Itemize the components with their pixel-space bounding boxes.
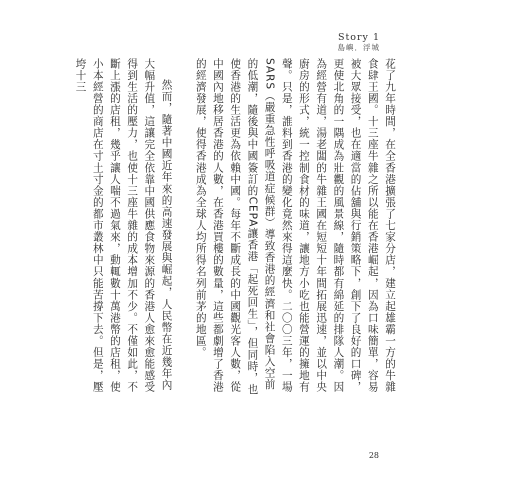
series-title: Story 1 xyxy=(337,32,380,43)
paragraph-1: 花了九年時間，在全香港擴張了七家分店，建立起雄霸一方的牛雜食肆王國。十三座牛雜之所以能在香港崛起，因為口味簡單，容易被大眾接受，也在適當的佔舖與行銷策略下，創下了良好的口碑，更使北角的一隅成為壯觀的風景線，隨時都有綿延的排隊人潮。因為經營有道，湯老闆的牛雜王國在短短十年間拓展迅速，並以中央廚房的形式，統一控制食材的味道，讓地方小吃也能營運的擁地有聲。只是，誰料到香港的變化竟然來得這麼快。二〇〇三年，一場SARS（嚴重急性呼吸道症候群）導致香港的經濟和社會陷入空前的低潮，隨後與中國簽訂的CEPA讓香港「起死回生」，但同時，也使香港的生活更為依賴中國。每年不斷成長的中國觀光客人數，從中國內地移居香港的人數，在香港買樓的數量，這些都劇增了香港的經濟發展，使得香港成為全球人均所得名列前茅的地區。 xyxy=(194,58,396,396)
running-header xyxy=(338,33,381,53)
vertical-body-text xyxy=(74,58,398,398)
page-number: 28 xyxy=(368,451,379,460)
paragraph-2: 然而，隨著中國近年來的高速發展與崛起，人民幣在近幾年內大幅升值，這讓完全依靠中國供應食物來源的香港人愈來愈能感受得到生活的壓力，也使十三座牛雜的成本增加不少。不僅如此，不斷上漲的店租，幾乎讓人喘不過氣來，動輒數十萬港幣的店租，使小本經營的商店在寸土寸金的都市叢林中只能苦撐下去。但是，壓垮十三 xyxy=(74,58,173,393)
chapter-title: 島嶼．浮城 xyxy=(337,42,380,52)
